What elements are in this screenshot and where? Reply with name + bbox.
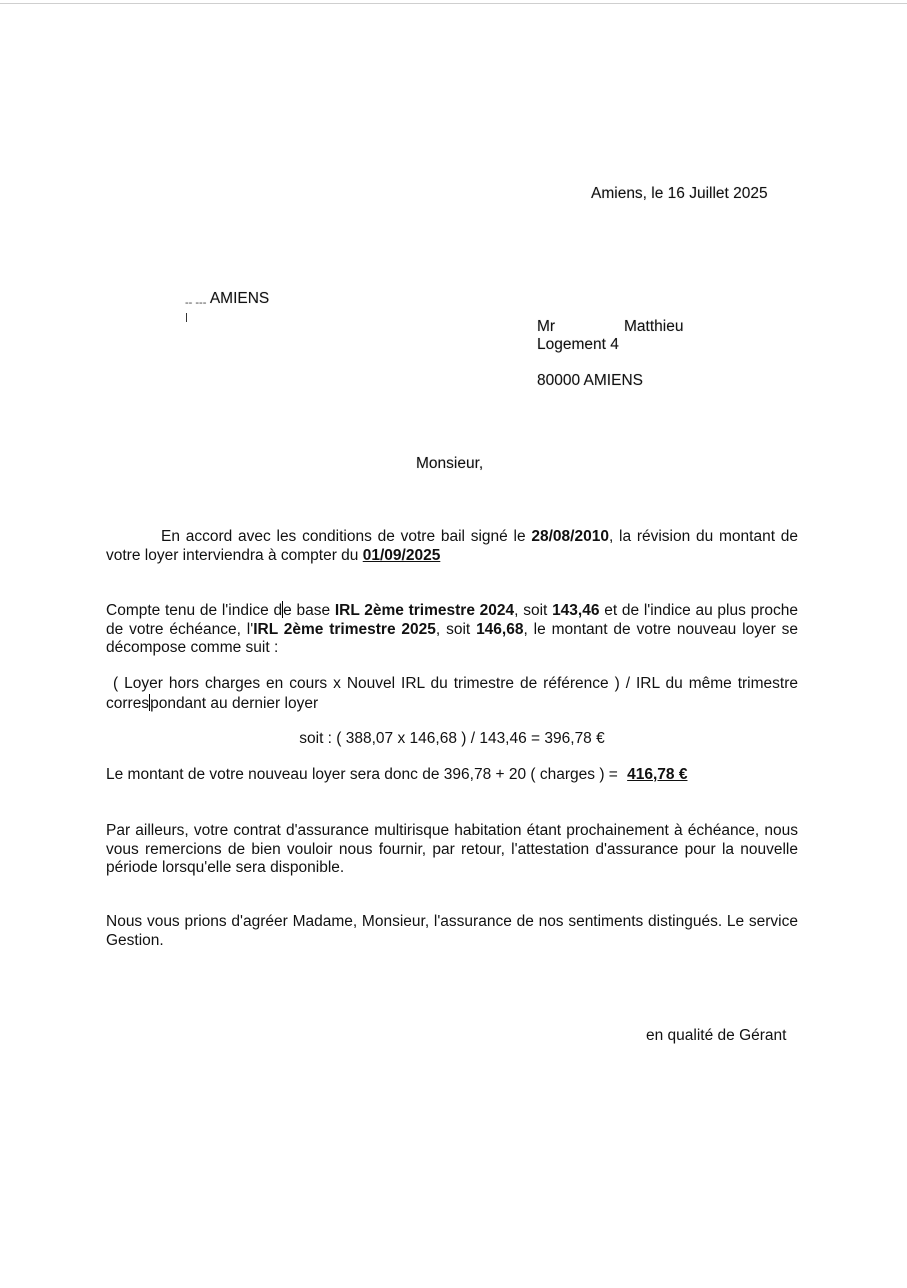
para1-text-2: , la révision du montant de votre loyer interviendra à compter du (106, 528, 798, 564)
total-amount: 416,78 € (627, 766, 688, 783)
para2-text-2: , soit (514, 602, 553, 619)
para2-text-1b: e base (283, 602, 335, 619)
paragraph-insurance: Par ailleurs, votre contrat d'assurance multirisque habitation étant prochainement à échéance, nous vous remercions de bien vouloir nous fournir, par retour, l'attestation d'assurance pour la nouvelle période lorsqu'elle sera disponible. (106, 822, 798, 876)
scan-mark (186, 313, 187, 322)
recipient-line3: 80000 AMIENS (537, 372, 643, 389)
para2-text-3: et de l'indice au plus proche de votre échéance, l' (106, 602, 798, 638)
bail-date: 28/08/2010 (531, 528, 609, 545)
page-top-border (0, 3, 907, 4)
sender-postal-partial: -- --- (185, 297, 207, 309)
para2-text-1a: Compte tenu de l'indice d (106, 602, 283, 619)
para1-text-1: En accord avec les conditions de votre bail signé le (161, 528, 532, 545)
irl-reference-value: 143,46 (552, 602, 600, 619)
para2-text-4: , soit (435, 620, 477, 638)
irl-new: IRL 2ème trimestre 2025 (253, 620, 436, 638)
recipient-name: Matthieu (624, 318, 684, 335)
salutation: Monsieur, (416, 455, 484, 472)
para2-text-5: , le montant de votre nouveau loyer se décompose comme suit : (106, 620, 798, 656)
formula-text-1: ( Loyer hors charges en cours x Nouvel IRL du trimestre de référence ) / IRL du même trimestre corres (106, 675, 798, 712)
paragraph-total (106, 766, 798, 785)
sender-address (185, 290, 269, 312)
paragraph-closing: Nous vous prions d'agréer Madame, Monsieur, l'assurance de nos sentiments distingués. Le service Gestion. (106, 913, 798, 949)
recipient-line2: Logement 4 (537, 336, 619, 353)
sender-city: AMIENS (209, 290, 270, 307)
paragraph-formula (106, 675, 798, 713)
formula-text-2: pondant au dernier loyer (150, 694, 319, 712)
irl-new-value: 146,68 (476, 620, 524, 638)
revision-start-date: 01/09/2025 (362, 546, 441, 564)
place-date: Amiens, le 16 Juillet 2025 (591, 185, 768, 202)
irl-reference: IRL 2ème trimestre 2024 (334, 602, 515, 619)
signature: en qualité de Gérant (646, 1027, 787, 1044)
recipient-title: Mr (537, 318, 556, 335)
total-text: Le montant de votre nouveau loyer sera donc de 396,78 + 20 ( charges ) = (106, 766, 623, 783)
paragraph-index (106, 601, 798, 658)
paragraph-lease-revision (106, 528, 798, 565)
calculation: soit : ( 388,07 x 146,68 ) / 143,46 = 396,78 € (299, 730, 605, 747)
